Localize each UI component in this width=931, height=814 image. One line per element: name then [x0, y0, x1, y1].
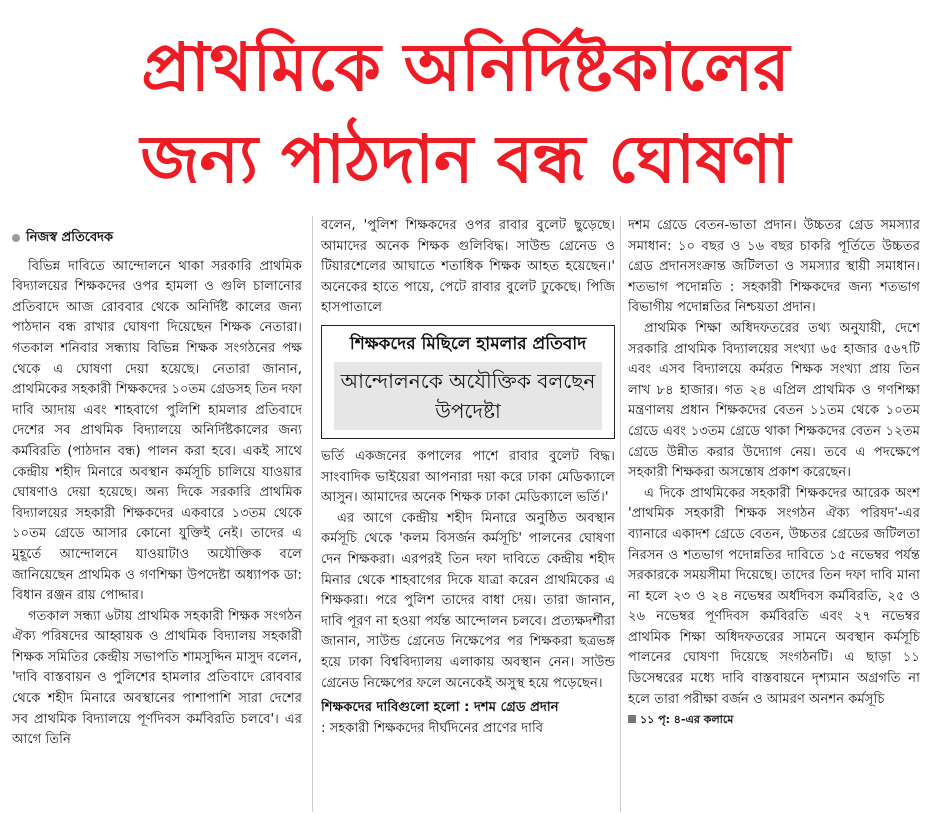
highlight-box-subtitle: আন্দোলনকে অযৌক্তিক বলছেন উপদেষ্টা [334, 362, 602, 430]
column-divider [620, 216, 621, 812]
continued-note [628, 710, 920, 731]
paragraph: ভর্তি একজনের কপালের পাশে রাবার বুলেট বিদ্ধ। সাংবাদিক ভাইয়েরা আপনারা দয়া করে ঢাকা মেডিক্যালে আসুন। আমাদের অনেক শিক্ষক ঢাকা মেডিক্যালে ভর্তি।' [321, 448, 615, 506]
subheading: শিক্ষকদের দাবিগুলো হলো : দশম গ্রেড প্রদান [321, 700, 559, 716]
paragraph: গতকাল সন্ধ্যা ৬টায় প্রাথমিক সহকারী শিক্ষক সংগঠন ঐক্য পরিষদের আহ্বায়ক ও প্রাথমিক বিদ্যালয় সহকারী শিক্ষক সমিতির কেন্দ্রীয় সভাপতি শামসুদ্দিন মাসুদ বলেন, 'দাবি বাস্তবায়ন ও পুলিশের হামলার প্রতিবাদে রোববার থেকে শহীদ মিনারে অবস্থানের পাশাপাশি সারা দেশের সব প্রাথমিক বিদ্যালয়ে পূর্ণদিবস কর্মবিরতি চলবে'। এর আগে তিনি [12, 608, 302, 748]
byline [12, 228, 302, 249]
article-column-1 [12, 228, 302, 812]
article-column-3 [628, 216, 920, 800]
paragraph: : সহকারী শিক্ষকদের দীর্ঘদিনের প্রাণের দাবি [321, 720, 544, 736]
paragraph: এ দিকে প্রাথমিকের সহকারী শিক্ষকদের আরেক অংশ 'প্রাথমিক সহকারী শিক্ষক সংগঠন ঐক্য পরিষদ'-এর ব্যানারে একাদশ গ্রেডে বেতন, উচ্চতর গ্রেডের জটিলতা নিরসন ও শতভাগ পদোন্নতির দাবিতে ১৫ নভেম্বর পর্যন্ত সরকারকে সময়সীমা দিয়েছে। তাদের তিন দফা দাবি মানা না হলে ২৩ ও ২৪ নভেম্বর অর্ধদিবস কর্মবিরতি, ২৫ ও ২৬ নভেম্বর পূর্ণদিবস কর্মবিরতি এবং ২৭ নভেম্বর প্রাথমিক শিক্ষা অধিদফতরের সামনে অবস্থান কর্মসূচি পালনের ঘোষণা দিয়েছে সংগঠনটি। এ ছাড়া ১১ ডিসেম্বরের মধ্যে দাবি বাস্তবায়নে দৃশ্যমান অগ্রগতি না হলে তারা পরীক্ষা বর্জন ও আমরণ অনশন কর্মসূচি [628, 485, 920, 707]
paragraph: দশম গ্রেডে বেতন-ভাতা প্রদান। উচ্চতর গ্রেড সমস্যার সমাধান: ১০ বছর ও ১৬ বছর চাকরি পূর্তিতে উচ্চতর গ্রেড প্রদানসংক্রান্ত জটিলতা ও সমস্যার স্থায়ী সমাধান। শতভাগ পদোন্নতি : সহকারী শিক্ষকদের জন্য শতভাগ বিভাগীয় পদোন্নতির নিশ্চয়তা প্রদান। [628, 218, 920, 316]
highlight-box-title: শিক্ষকদের মিছিলে হামলার প্রতিবাদ [349, 333, 587, 354]
paragraph: এর আগে কেন্দ্রীয় শহীদ মিনারে অনুষ্ঠিত অবস্থান কর্মসূচি থেকে 'কলম বিসর্জন কর্মসূচি' পালনের ঘোষণা দেন শিক্ষকরা। এরপরই তিন দফা দাবিতে কেন্দ্রীয় শহীদ মিনার থেকে শাহবাগের দিকে যাত্রা করেন প্রাথমিকের এ শিক্ষকরা। পরে পুলিশ তাদের বাধা দেয়। তারা জানান, দাবি পূরণ না হওয়া পর্যন্ত আন্দোলন চলবে। প্রত্যক্ষদর্শীরা জানান, সাউন্ড গ্রেনেড নিক্ষেপের পর শিক্ষকরা ছত্রভঙ্গ হয়ে ঢাকা বিশ্ববিদ্যালয় এলাকায় অবস্থান নেন। সাউন্ড গ্রেনেড নিক্ষেপের ফলে অনেকেই অসুস্থ হয়ে পড়েছেন। [321, 510, 615, 691]
headline-line-2: জন্য পাঠদান বন্ধ ঘোষণা [140, 121, 791, 198]
paragraph: বিভিন্ন দাবিতে আন্দোলনে থাকা সরকারি প্রাথমিক বিদ্যালয়ের শিক্ষকদের ওপর হামলা ও গুলি চালানোর প্রতিবাদে আজ রোববার থেকে অনির্দিষ্ট কালের জন্য পাঠদান বন্ধ রাখার ঘোষণা দিয়েছেন শিক্ষক নেতারা। গতকাল শনিবার সন্ধ্যায় বিভিন্ন শিক্ষক সংগঠনের পক্ষ থেকে এ ঘোষণা দেয়া হয়েছে। নেতারা জানান, প্রাথমিকের সহকারী শিক্ষকদের ১০তম গ্রেডসহ তিন দফা দাবি আদায় এবং শাহবাগে পুলিশি হামলার প্রতিবাদে দেশের সব প্রাথমিক বিদ্যালয়ে অনির্দিষ্টকালের জন্য কর্মবিরতি (পাঠদান বন্ধ) পালন করা হবে। একই সাথে কেন্দ্রীয় শহীদ মিনারে অবস্থান কর্মসূচি চালিয়ে যাওয়ার ঘোষণাও দেয়া হয়েছে। অন্য দিকে সরকারি প্রাথমিক বিদ্যালয়ের সহকারী শিক্ষকদের একবারে ১৩তম থেকে ১০তম গ্রেডে আসার কোনো যুক্তিই নেই। তাদের এ মুহূর্তে আন্দোলনে যাওয়াটাও অযৌক্তিক বলে জানিয়েছেন প্রাথমিক ও গণশিক্ষা উপদেষ্টা অধ্যাপক ডা: বিধান রঞ্জন রায় পোদ্দার। [12, 258, 302, 604]
headline [0, 22, 931, 206]
column-divider [312, 216, 313, 812]
bullet-icon [12, 234, 20, 242]
continued-text: ১১ পৃ: ৪-এর কলামে [640, 713, 734, 727]
headline-line-1: প্রাথমিকে অনির্দিষ্টকালের [141, 29, 790, 106]
paragraph: প্রাথমিক শিক্ষা অধিদফতরের তথ্য অনুযায়ী, দেশে সরকারি প্রাথমিক বিদ্যালয়ের সংখ্যা ৬৫ হাজার ৫৬৭টি এবং এসব বিদ্যালয়ে কর্মরত শিক্ষক সংখ্যা প্রায় তিন লাখ ৮৪ হাজার। গত ২৪ এপ্রিল প্রাথমিক ও গণশিক্ষা মন্ত্রণালয় প্রধান শিক্ষকদের বেতন ১১তম থেকে ১০তম গ্রেডে এবং ১৩তম গ্রেডে থাকা শিক্ষকদের বেতন ১২তম গ্রেডে উন্নীত করার উদ্যোগ নেয়। তবে এ পদক্ষেপে সহকারী শিক্ষকরা অসন্তোষ প্রকাশ করেছেন। [628, 320, 920, 481]
paragraph: বলেন, 'পুলিশ শিক্ষকদের ওপর রাবার বুলেট ছুড়েছে। আমাদের অনেক শিক্ষক গুলিবিদ্ধ। সাউন্ড গ্রেনেড ও টিয়ারশেলের আঘাতে শতাধিক শিক্ষক আহত হয়েছেন।' অনেকের হাতে পায়ে, পেটে রাবার বুলেট ঢুকেছে। পিজি হাসপাতালে [321, 218, 615, 316]
article-column-2 [321, 216, 615, 800]
byline-text: নিজস্ব প্রতিবেদক [26, 230, 114, 245]
square-icon [628, 715, 636, 723]
highlight-box [321, 325, 615, 439]
